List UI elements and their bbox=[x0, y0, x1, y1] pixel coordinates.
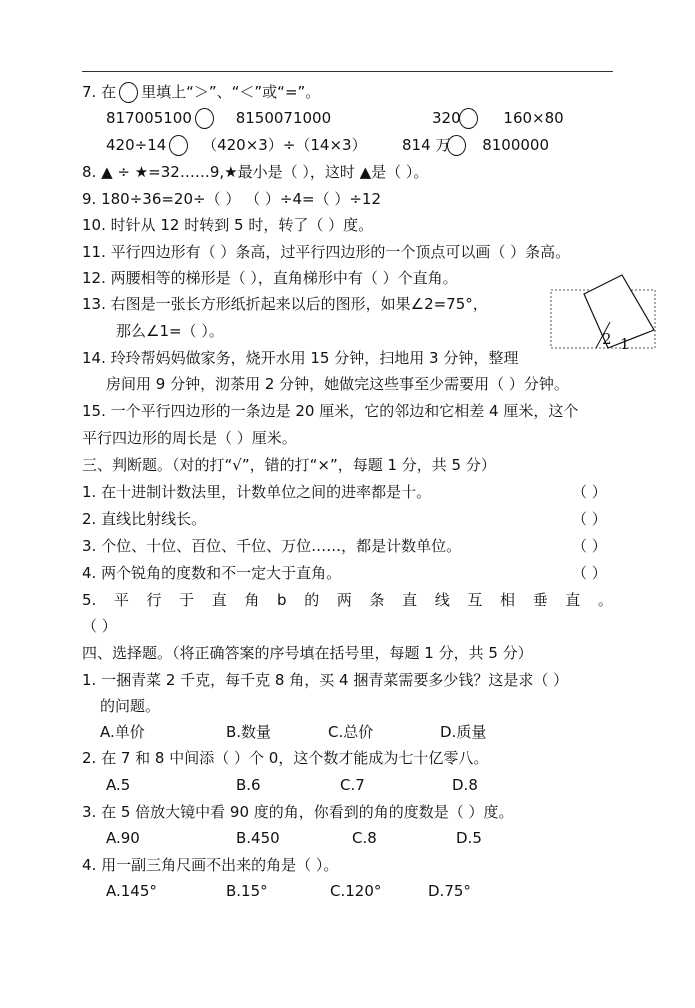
choice-q3-option-a[interactable]: A.90 bbox=[106, 829, 140, 847]
judge-item-5: 5. 平 行 于 直 角 b 的 两 条 直 线 互 相 垂 直 。 bbox=[82, 591, 613, 609]
choice-q1-option-d[interactable]: D.质量 bbox=[440, 723, 487, 741]
q15-line2: 平行四边形的周长是（ ）厘米。 bbox=[82, 429, 297, 447]
q11: 11. 平行四边形有（ ）条高，过平行四边形的一个顶点可以画（ ）条高。 bbox=[82, 243, 571, 261]
judge-item-3: 3. 个位、十位、百位、千位、万位……，都是计数单位。 bbox=[82, 537, 462, 555]
judge-answer-4[interactable]: （ ） bbox=[572, 564, 607, 582]
choice-q1-option-c[interactable]: C.总价 bbox=[328, 723, 374, 741]
choice-q1-option-b[interactable]: B.数量 bbox=[226, 723, 272, 741]
choice-q4-option-c[interactable]: C.120° bbox=[330, 882, 382, 900]
q7-line3b: 814 万 8100000 bbox=[402, 136, 549, 154]
section3-title: 三、判断题。（对的打“√”，错的打“×”，每题 1 分，共 5 分） bbox=[82, 456, 496, 474]
compare-circle-2[interactable] bbox=[459, 108, 478, 129]
q9: 9. 180÷36=20÷（ ） （ ）÷4=（ ）÷12 bbox=[82, 190, 381, 208]
angle-2-label: 2 bbox=[602, 330, 612, 348]
q14-line1: 14. 玲玲帮妈妈做家务，烧开水用 15 分钟，扫地用 3 分钟，整理 bbox=[82, 349, 519, 367]
q7-line2b: 320 160×80 bbox=[432, 109, 564, 127]
judge-item-2: 2. 直线比射线长。 bbox=[82, 510, 207, 528]
choice-q4: 4. 用一副三角尺画不出来的角是（ ）。 bbox=[82, 856, 339, 874]
choice-q4-option-d[interactable]: D.75° bbox=[428, 882, 471, 900]
choice-q2-option-c[interactable]: C.7 bbox=[340, 776, 365, 794]
choice-q2: 2. 在 7 和 8 中间添（ ）个 0，这个数才能成为七十亿零八。 bbox=[82, 749, 489, 767]
choice-q3-option-c[interactable]: C.8 bbox=[352, 829, 377, 847]
folded-flap bbox=[584, 275, 654, 348]
choice-q1-line1: 1. 一捆青菜 2 千克，每千克 8 角，买 4 捆青菜需要多少钱？这是求（ ） bbox=[82, 671, 569, 689]
judge-answer-3[interactable]: （ ） bbox=[572, 537, 607, 555]
circle-blank-icon bbox=[119, 82, 138, 103]
judge-answer-5[interactable]: （ ） bbox=[82, 617, 117, 635]
q8: 8. ▲ ÷ ★=32……9,★最小是（ ），这时 ▲是（ ）。 bbox=[82, 163, 429, 181]
compare-circle-4[interactable] bbox=[447, 135, 466, 156]
q13-line2: 那么∠1=（ ）。 bbox=[116, 322, 224, 340]
angle-1-label: 1 bbox=[620, 335, 630, 350]
choice-q1-option-a[interactable]: A.单价 bbox=[100, 723, 145, 741]
q7-line3: 420÷14 （420×3）÷（14×3） bbox=[106, 136, 367, 154]
choice-q3-option-b[interactable]: B.450 bbox=[236, 829, 280, 847]
q7-line2: 817005100 8150071000 bbox=[106, 109, 332, 127]
judge-answer-2[interactable]: （ ） bbox=[572, 510, 607, 528]
q10: 10. 时针从 12 时转到 5 时，转了（ ）度。 bbox=[82, 216, 374, 234]
choice-q3: 3. 在 5 倍放大镜中看 90 度的角，你看到的角的度数是（ ）度。 bbox=[82, 803, 514, 821]
top-rule bbox=[82, 71, 613, 72]
choice-q4-option-a[interactable]: A.145° bbox=[106, 882, 157, 900]
q12: 12. 两腰相等的梯形是（ ），直角梯形中有（ ）个直角。 bbox=[82, 269, 458, 287]
choice-q3-option-d[interactable]: D.5 bbox=[456, 829, 482, 847]
choice-q2-option-d[interactable]: D.8 bbox=[452, 776, 478, 794]
q14-line2: 房间用 9 分钟，沏茶用 2 分钟，她做完这些事至少需要用（ ）分钟。 bbox=[106, 375, 569, 393]
judge-item-4: 4. 两个锐角的度数和不一定大于直角。 bbox=[82, 564, 342, 582]
judge-answer-1[interactable]: （ ） bbox=[572, 483, 607, 501]
q15-line1: 15. 一个平行四边形的一条边是 20 厘米，它的邻边和它相差 4 厘米，这个 bbox=[82, 402, 579, 420]
q7-line1: 7. 在 里填上“＞”、“＜”或“=”。 bbox=[82, 83, 321, 101]
compare-circle-3[interactable] bbox=[169, 135, 188, 156]
section4-title: 四、选择题。（将正确答案的序号填在括号里，每题 1 分，共 5 分） bbox=[82, 644, 533, 662]
compare-circle-1[interactable] bbox=[195, 108, 214, 129]
choice-q2-option-a[interactable]: A.5 bbox=[106, 776, 131, 794]
q13-line1: 13. 右图是一张长方形纸折起来以后的图形，如果∠2=75°， bbox=[82, 295, 488, 313]
choice-q4-option-b[interactable]: B.15° bbox=[226, 882, 268, 900]
choice-q1-line2: 的问题。 bbox=[100, 697, 161, 715]
choice-q2-option-b[interactable]: B.6 bbox=[236, 776, 261, 794]
judge-item-1: 1. 在十进制计数法里，计数单位之间的进率都是十。 bbox=[82, 483, 432, 501]
folded-rectangle-figure bbox=[550, 272, 658, 350]
